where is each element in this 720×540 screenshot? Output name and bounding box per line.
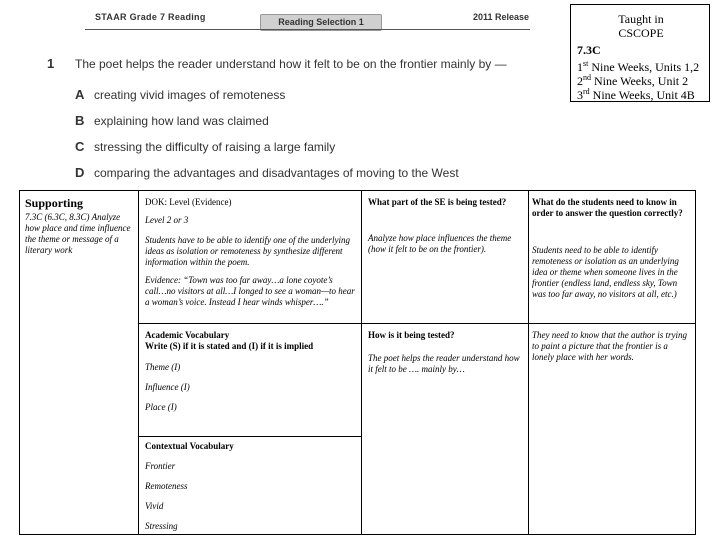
option-d-text: comparing the advantages and disadvantages of moving to the West <box>94 166 459 180</box>
table-divider <box>138 191 139 534</box>
taught-line2: CSCOPE <box>618 26 664 40</box>
need-to-know-title: What do the students need to know in order to answer the question correctly? <box>532 197 683 218</box>
academic-vocab-item: Place (I) <box>145 402 177 412</box>
option-a-letter: A <box>75 87 85 102</box>
contextual-vocab-item: Stressing <box>145 521 178 531</box>
option-c-letter: C <box>75 139 85 154</box>
taught-line1: Taught in <box>618 12 664 26</box>
table-divider <box>138 323 695 324</box>
option-c-text: stressing the difficulty of raising a large family <box>94 140 336 154</box>
dok-description: Students have to be able to identify one of the underlying ideas as isolation or remoteness by synthesize different information within the poem. <box>145 235 350 267</box>
taught-se: 7.3C <box>577 43 601 57</box>
taught-in-box <box>570 4 710 102</box>
option-b-letter: B <box>75 113 85 128</box>
taught-week-3: 3rd Nine Weeks, Unit 4B <box>577 87 695 102</box>
question-number: 1 <box>47 56 55 71</box>
question-stem: The poet helps the reader understand how it felt to be on the frontier mainly by — <box>75 57 507 71</box>
table-divider <box>138 436 361 437</box>
academic-vocab-subtitle: Write (S) if it is stated and (I) if it is implied <box>145 341 314 351</box>
release-label: 2011 Release <box>473 12 530 22</box>
selection-label: Reading Selection 1 <box>260 14 382 31</box>
contextual-vocab-title: Contextual Vocabulary <box>145 441 234 451</box>
dok-level: Level 2 or 3 <box>145 215 189 225</box>
dok-title: DOK: Level (Evidence) <box>145 197 232 207</box>
analysis-table <box>19 190 696 535</box>
option-a-text: creating vivid images of remoteness <box>94 88 286 102</box>
taught-week-2: 2nd Nine Weeks, Unit 2 <box>577 73 689 88</box>
contextual-vocab-item: Remoteness <box>145 481 188 491</box>
header-divider <box>85 29 530 30</box>
table-divider <box>528 191 529 534</box>
how-tested-title: How is it being tested? <box>368 330 455 340</box>
how-tested-answer: The poet helps the reader understand how it felt to be …. mainly by… <box>368 353 520 374</box>
se-question-title: What part of the SE is being tested? <box>368 197 507 207</box>
academic-vocab-item: Influence (I) <box>145 382 190 392</box>
supporting-text: 7.3C (6.3C, 8.3C) Analyze how place and time influence the theme or message of a literary work <box>25 212 131 255</box>
supporting-title: Supporting <box>25 196 84 210</box>
need-to-know-answer: Students need to be able to identify remoteness or isolation as an underlying idea or theme when someone lives in the frontier (endless land, endless sky, Town was too far away, no visitors at all, etc.) <box>532 245 679 299</box>
grade-label: STAAR Grade 7 Reading <box>95 12 206 22</box>
dok-evidence: Evidence: “Town was too far away…a lone coyote’s call…no visitors at all…I longed to see a woman—to hear a woman’s voice. Instead I hear winds whisper….” <box>145 275 355 307</box>
contextual-vocab-item: Vivid <box>145 501 164 511</box>
academic-vocab-title: Academic Vocabulary <box>145 330 230 340</box>
need-to-know-answer-2: They need to know that the author is trying to paint a picture that the frontier is a lonely place with her words. <box>532 330 687 362</box>
test-header <box>85 8 530 30</box>
taught-week-1: 1st Nine Weeks, Units 1,2 <box>577 59 700 74</box>
academic-vocab-item: Theme (I) <box>145 362 181 372</box>
contextual-vocab-item: Frontier <box>145 461 176 471</box>
table-divider <box>361 191 362 534</box>
se-question-answer: Analyze how place influences the theme (how it felt to be on the frontier). <box>368 233 512 254</box>
option-d-letter: D <box>75 165 85 180</box>
option-b-text: explaining how land was claimed <box>94 114 269 128</box>
